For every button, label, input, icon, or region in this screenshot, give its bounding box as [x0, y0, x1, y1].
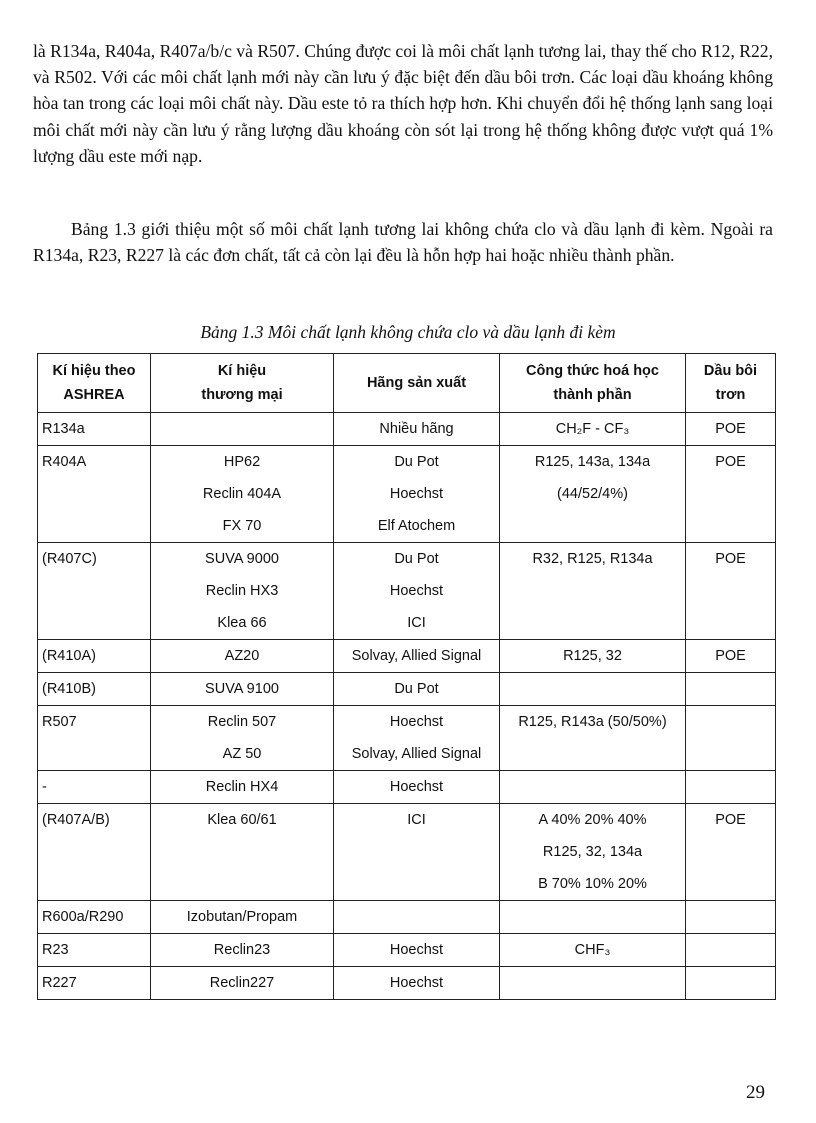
header-lubricant-oil: Dầu bôi trơn [686, 354, 776, 413]
cell-trade-name [151, 771, 334, 804]
cell-line: POE [715, 551, 746, 567]
table-body [38, 413, 776, 1000]
cell-line: Reclin 507 [207, 714, 277, 730]
cell-line: Izobutan/Propam [186, 909, 298, 925]
cell-lubricant-oil [686, 901, 776, 934]
cell-chemical-formula [500, 673, 686, 706]
table-row [38, 771, 776, 804]
cell-chemical-formula [500, 934, 686, 967]
cell-ashrea-symbol [38, 446, 151, 543]
table-row [38, 446, 776, 543]
header-ashrea-symbol: Kí hiệu theo ASHREA [38, 354, 151, 413]
cell-lubricant-oil [686, 543, 776, 640]
cell-line: Hoechst [389, 942, 444, 958]
header-manufacturer: Hãng sản xuất [334, 354, 500, 413]
cell-line: Hoechst [389, 779, 444, 795]
cell-manufacturer [334, 673, 500, 706]
refrigerant-table [37, 353, 776, 1000]
cell-line: FX 70 [222, 518, 262, 534]
cell-line: R507 [42, 714, 77, 730]
cell-line: R23 [42, 942, 69, 958]
table-header-row [38, 354, 776, 413]
header-chemical-formula: Công thức hoá học thành phần [500, 354, 686, 413]
table-row [38, 706, 776, 771]
table-row [38, 640, 776, 673]
cell-trade-name [151, 901, 334, 934]
cell-line: R227 [42, 975, 77, 991]
cell-line: Du Pot [394, 681, 439, 697]
cell-line: POE [715, 421, 746, 437]
cell-manufacturer [334, 901, 500, 934]
cell-chemical-formula [500, 640, 686, 673]
cell-line: AZ 50 [222, 746, 262, 762]
cell-line: CH₂F - CF₃ [555, 421, 630, 437]
cell-trade-name [151, 543, 334, 640]
cell-line: Hoechst [389, 975, 444, 991]
cell-line: - [42, 779, 47, 795]
cell-chemical-formula [500, 804, 686, 901]
cell-lubricant-oil [686, 706, 776, 771]
cell-line: Hoechst [389, 486, 444, 502]
table-row [38, 934, 776, 967]
table-row [38, 804, 776, 901]
cell-manufacturer [334, 934, 500, 967]
cell-lubricant-oil [686, 804, 776, 901]
cell-line: R134a [42, 421, 85, 437]
cell-lubricant-oil [686, 640, 776, 673]
cell-manufacturer [334, 543, 500, 640]
cell-lubricant-oil [686, 967, 776, 1000]
cell-manufacturer [334, 967, 500, 1000]
cell-ashrea-symbol [38, 706, 151, 771]
cell-line: POE [715, 648, 746, 664]
cell-ashrea-symbol [38, 543, 151, 640]
cell-trade-name [151, 804, 334, 901]
cell-trade-name [151, 413, 334, 446]
cell-line: Klea 60/61 [207, 812, 277, 828]
cell-line: Nhiều hãng [379, 421, 454, 437]
cell-line: (44/52/4%) [557, 486, 628, 502]
cell-trade-name [151, 640, 334, 673]
cell-line: POE [715, 454, 746, 470]
cell-line: Reclin227 [209, 975, 275, 991]
cell-line: Reclin 404A [202, 486, 282, 502]
cell-line: Reclin HX4 [205, 779, 279, 795]
cell-line: POE [715, 812, 746, 828]
page-number: 29 [746, 1082, 765, 1103]
cell-trade-name [151, 673, 334, 706]
cell-lubricant-oil [686, 771, 776, 804]
body-paragraph-1: là R134a, R404a, R407a/b/c và R507. Chúng được coi là môi chất lạnh tương lai, thay thế cho R12, R22, và R502. Với các môi chất lạnh mới này cần lưu ý đặc biệt đến dầu bôi trơn. Các loại dầu khoáng không hòa tan trong các loại môi chất này. Dầu este tỏ ra thích hợp hơn. Khi chuyển đổi hệ thống lạnh sang loại môi chất mới này cần lưu ý rằng lượng dầu khoáng còn sót lại trong hệ thống không được vượt quá 1% lượng dầu este mới nạp. [33, 41, 773, 166]
cell-lubricant-oil [686, 413, 776, 446]
cell-manufacturer [334, 413, 500, 446]
table-row [38, 543, 776, 640]
header-trade-name: Kí hiệu thương mại [151, 354, 334, 413]
cell-line: R125, 32 [563, 648, 622, 664]
cell-trade-name [151, 706, 334, 771]
cell-line: Reclin23 [213, 942, 271, 958]
cell-line: Reclin HX3 [205, 583, 279, 599]
cell-trade-name [151, 934, 334, 967]
cell-chemical-formula [500, 771, 686, 804]
cell-line: Du Pot [394, 454, 439, 470]
cell-chemical-formula [500, 901, 686, 934]
cell-ashrea-symbol [38, 673, 151, 706]
cell-line: Solvay, Allied Signal [351, 746, 482, 762]
cell-line: (R410B) [42, 681, 96, 697]
table-row [38, 673, 776, 706]
body-paragraph-2: Bảng 1.3 giới thiệu một số môi chất lạnh tương lai không chứa clo và dầu lạnh đi kèm. Ngoài ra R134a, R23, R227 là các đơn chất, tất cả còn lại đều là hỗn hợp hai hoặc nhiều thành phần. [33, 219, 773, 266]
cell-line: Hoechst [389, 714, 444, 730]
cell-chemical-formula [500, 446, 686, 543]
cell-line: A 40% 20% 40% [538, 812, 647, 828]
cell-line: R404A [42, 454, 87, 470]
cell-ashrea-symbol [38, 934, 151, 967]
cell-line: Elf Atochem [377, 518, 456, 534]
cell-manufacturer [334, 804, 500, 901]
cell-ashrea-symbol [38, 413, 151, 446]
cell-line: Solvay, Allied Signal [351, 648, 482, 664]
cell-line: SUVA 9100 [205, 681, 279, 697]
cell-line: Klea 66 [217, 615, 267, 631]
cell-manufacturer [334, 446, 500, 543]
cell-manufacturer [334, 771, 500, 804]
table-caption: Bảng 1.3 Môi chất lạnh không chứa clo và dầu lạnh đi kèm [200, 322, 616, 342]
cell-line: AZ20 [224, 648, 260, 664]
cell-chemical-formula [500, 543, 686, 640]
cell-line: R125, R143a (50/50%) [518, 714, 667, 730]
cell-chemical-formula [500, 413, 686, 446]
cell-line: Du Pot [394, 551, 439, 567]
table-row [38, 967, 776, 1000]
cell-ashrea-symbol [38, 901, 151, 934]
cell-ashrea-symbol [38, 804, 151, 901]
cell-line: Hoechst [389, 583, 444, 599]
cell-manufacturer [334, 706, 500, 771]
cell-line: B 70% 10% 20% [538, 876, 647, 892]
cell-chemical-formula [500, 706, 686, 771]
cell-line: R600a/R290 [42, 909, 124, 925]
cell-ashrea-symbol [38, 640, 151, 673]
cell-trade-name [151, 967, 334, 1000]
cell-line: ICI [407, 812, 426, 828]
cell-line: (R407A/B) [42, 812, 110, 828]
cell-line: (R407C) [42, 551, 97, 567]
cell-lubricant-oil [686, 446, 776, 543]
cell-line: R125, 143a, 134a [534, 454, 651, 470]
cell-ashrea-symbol [38, 967, 151, 1000]
cell-line: R125, 32, 134a [542, 844, 643, 860]
table-row [38, 901, 776, 934]
cell-line: R32, R125, R134a [532, 551, 653, 567]
cell-line: CHF₃ [574, 942, 611, 958]
cell-line: SUVA 9000 [205, 551, 279, 567]
cell-ashrea-symbol [38, 771, 151, 804]
cell-lubricant-oil [686, 673, 776, 706]
table-row [38, 413, 776, 446]
cell-lubricant-oil [686, 934, 776, 967]
cell-trade-name [151, 446, 334, 543]
cell-line: ICI [407, 615, 426, 631]
cell-chemical-formula [500, 967, 686, 1000]
cell-manufacturer [334, 640, 500, 673]
cell-line: HP62 [223, 454, 261, 470]
cell-line: (R410A) [42, 648, 96, 664]
